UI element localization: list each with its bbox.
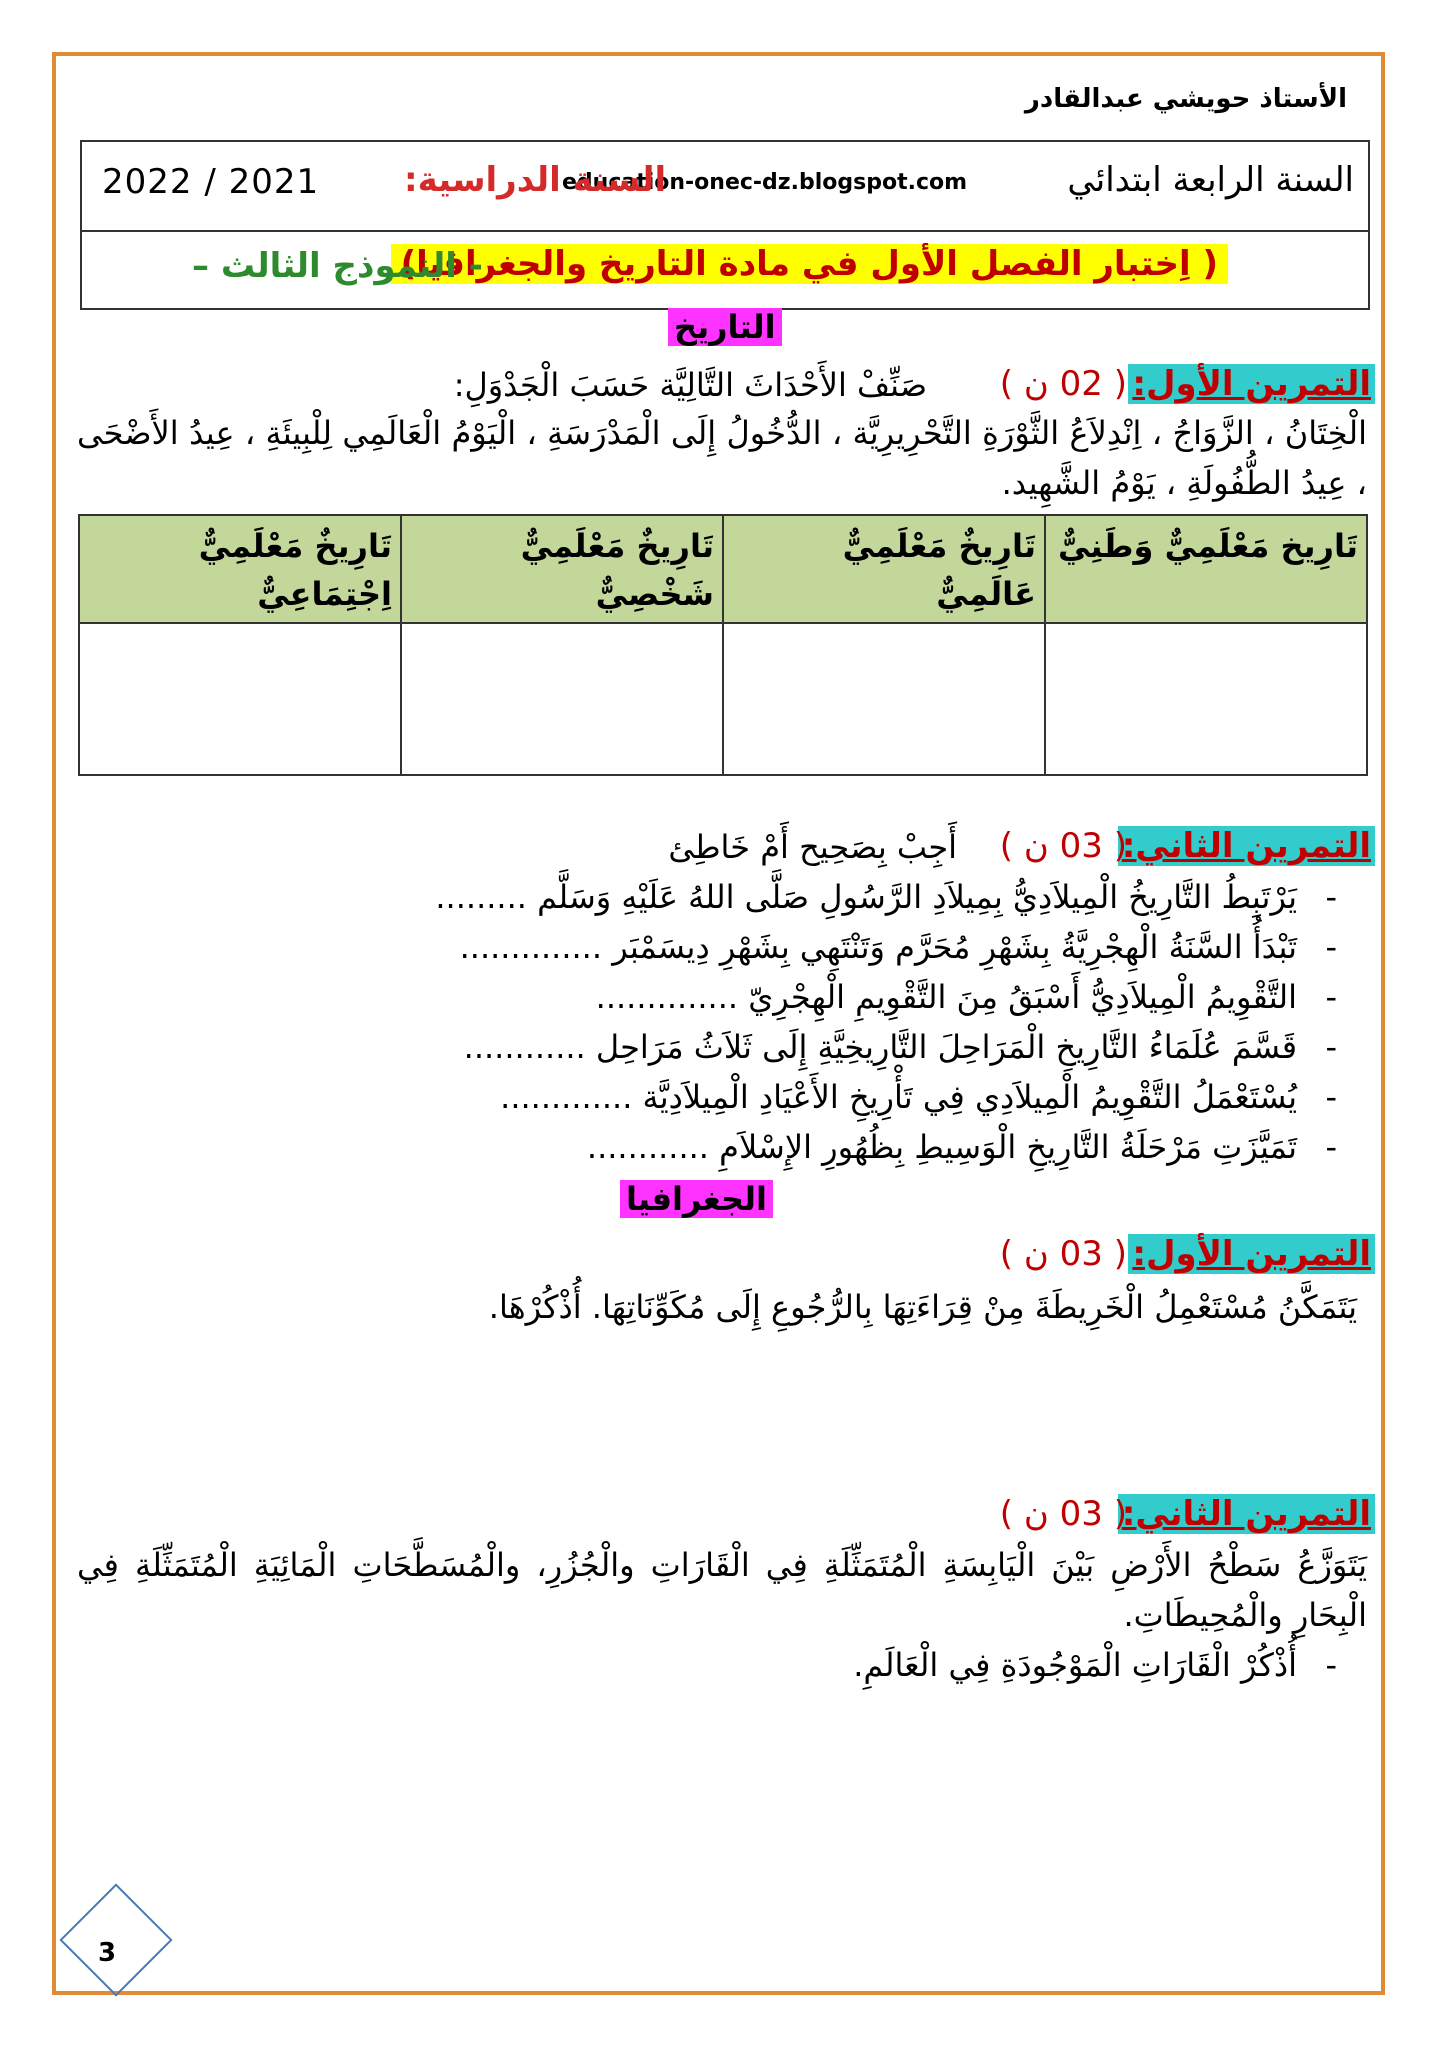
list-item: - أُذْكُرْ الْقَارَاتِ الْمَوْجُودَةِ فِي الْعَالَمِ.	[197, 1640, 1347, 1690]
geo-ex2-text: يَتَوَزَّعُ سَطْحُ الأَرْضِ بَيْنَ الْيَابِسَةِ الْمُتَمَثِّلَةِ فِي الْقَارَاتِ والْجُزُرِ، والْمُسَطَّحَاتِ الْمَائِيَةِ الْمُتَمَثِّلَةِ فِي الْبِحَارِ والْمُحِيطَاتِ.	[77, 1546, 1367, 1634]
list-item: - التَّقْوِيمُ الْمِيلاَدِيُّ أَسْبَقُ مِنَ التَّقْوِيمِ الْهِجْرِيّ ..............	[197, 972, 1347, 1022]
header-row-info	[82, 142, 1368, 232]
table-header-cell: تَارِيخٌ مَعْلَمِيٌّ عَالَمِيٌّ	[723, 515, 1045, 623]
header-box	[80, 140, 1370, 310]
grade-level: السنة الرابعة ابتدائي	[1067, 160, 1354, 200]
teacher-name: الأستاذ حويشي عبدالقادر	[1024, 84, 1347, 114]
table-answer-row	[79, 623, 1367, 775]
geography-section-title: الجغرافيا	[620, 1180, 773, 1218]
answer-cell[interactable]	[401, 623, 723, 775]
header-row-title	[82, 230, 1368, 310]
list-item: - قَسَّمَ عُلَمَاءُ التَّارِيخِ الْمَرَاحِلَ التَّارِيخِيَّةِ إِلَى ثَلاَثُ مَرَاحِل ............	[197, 1022, 1347, 1072]
answer-cell[interactable]	[79, 623, 401, 775]
geo-ex1-points: ( 03 ن )	[999, 1234, 1127, 1274]
model-number: - النموذج الثالث –	[192, 246, 483, 286]
geo-ex1-text: يَتَمَكَّنُ مُسْتَعْمِلُ الْخَرِيطَةَ مِنْ قِرَاءَتِهَا بِالرُّجُوعِ إِلَى مُكَوِّنَاتِهَا. أُذْكُرْهَا.	[488, 1288, 1357, 1326]
true-false-list	[197, 872, 1347, 1172]
history-ex1-points: ( 02 ن )	[999, 364, 1127, 404]
classification-table	[78, 514, 1368, 776]
table-header-cell: تَارِيخٌ مَعْلَمِيٌّ اِجْتِمَاعِيٌّ	[79, 515, 401, 623]
year-label: السنة الدراسية:	[404, 160, 667, 200]
history-ex1-instruction: صَنِّفْ الأَحْدَاثَ التَّالِيَّة حَسَبَ الْجَدْوَلِ:	[453, 366, 927, 404]
history-section-title: التاريخ	[668, 308, 782, 346]
geo-ex2-points: ( 03 ن )	[999, 1494, 1127, 1534]
school-year: 2022 / 2021	[102, 162, 320, 202]
list-item: - تَمَيَّزَتِ مَرْحَلَةُ التَّارِيخِ الْوَسِيطِ بِظُهُورِ الإِسْلاَمِ ............	[197, 1122, 1347, 1172]
history-ex1-events: الْخِتَانُ ، الزَّوَاجُ ، اِنْدِلاَعُ الثَّوْرَةِ التَّحْرِيرِيَّة ، الدُّخُولُ إِلَى الْمَدْرَسَةِ ، الْيَوْمُ الْعَالَمِي لِلْبِيئَةِ ، عِيدُ الأَضْحَى ، عِيدُ الطُّفُولَةِ ، يَوْمُ الشَّهِيد.	[77, 414, 1367, 502]
table-header-cell: تَارِيخ مَعْلَمِيٌّ وَطَنِيٌّ	[1045, 515, 1367, 623]
list-item: - يَرْتَبِطُ التَّارِيخُ الْمِيلاَدِيُّ بِمِيلاَدِ الرَّسُولِ صَلَّى اللهُ عَلَيْهِ وَسَلَّم .........	[197, 872, 1347, 922]
list-item: - يُسْتَعْمَلُ التَّقْوِيمُ الْمِيلاَدِي فِي تَأْرِيخِ الأَعْيَادِ الْمِيلاَدِيَّة .............	[197, 1072, 1347, 1122]
geo-ex1-label: التمرين الأول:	[1128, 1234, 1375, 1274]
history-ex2-instruction: أَجِبْ بِصَحِيح أَمْ خَاطِئ	[668, 828, 957, 866]
history-ex2-points: ( 03 ن )	[999, 826, 1127, 866]
exam-title: ( اِختبار الفصل الأول في مادة التاريخ والجغرافيا)	[391, 244, 1228, 284]
history-ex1-label: التمرين الأول:	[1128, 364, 1375, 404]
answer-cell[interactable]	[1045, 623, 1367, 775]
list-item: - تَبْدَأُ السَّنَةُ الْهِجْرِيَّةُ بِشَهْرِ مُحَرَّم وَتَنْتَهِي بِشَهْرِ دِيسَمْبَر ..............	[197, 922, 1347, 972]
geo-ex2-label: التمرين الثاني:	[1118, 1494, 1375, 1534]
answer-cell[interactable]	[723, 623, 1045, 775]
table-header-row	[79, 515, 1367, 623]
table-header-cell: تَارِيخٌ مَعْلَمِيٌّ شَخْصِيٌّ	[401, 515, 723, 623]
page-number: 3	[98, 1938, 117, 1968]
history-ex2-label: التمرين الثاني:	[1118, 826, 1375, 866]
website-link[interactable]: education-onec-dz.blogspot.com	[562, 170, 968, 195]
geo-ex2-question-list	[197, 1640, 1347, 1690]
